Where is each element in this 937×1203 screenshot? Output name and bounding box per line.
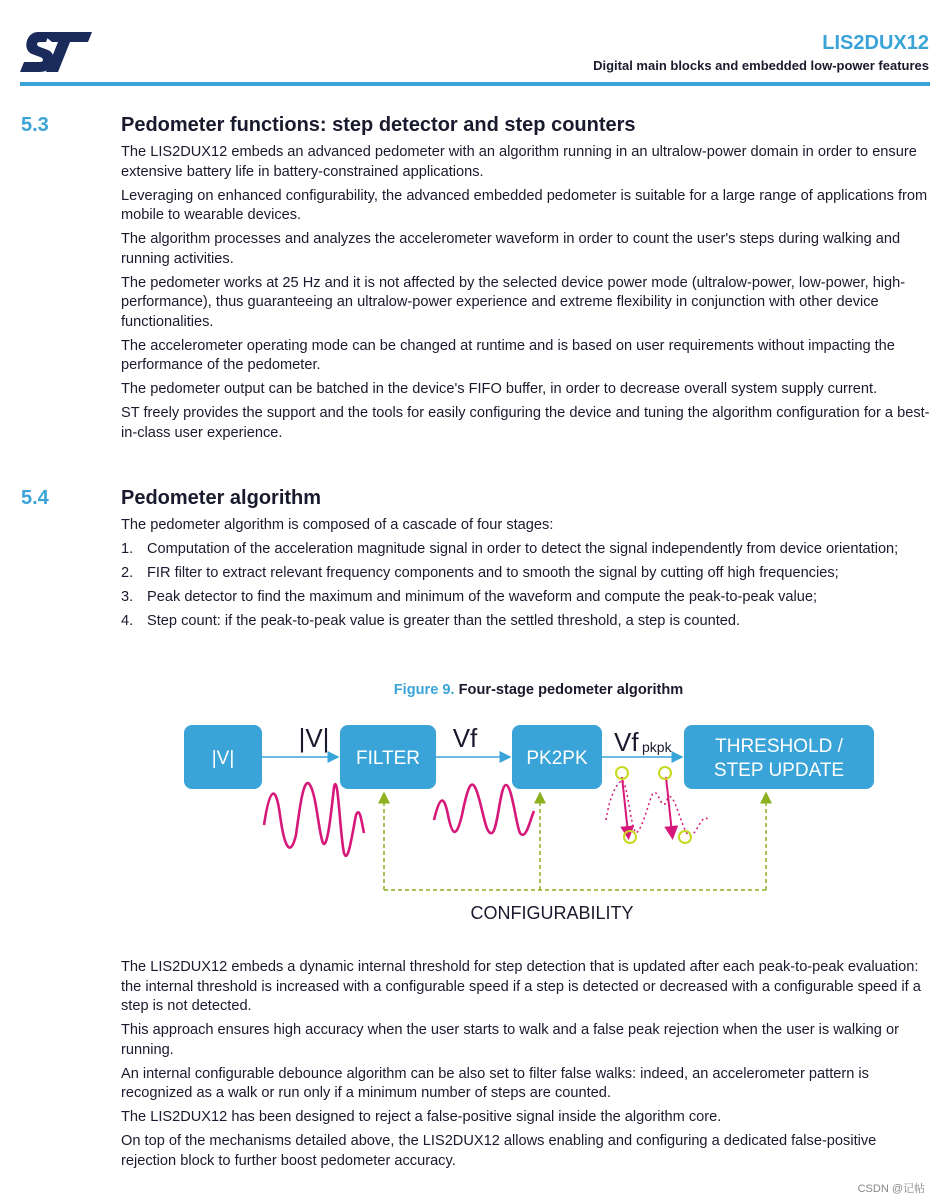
pedometer-diagram: [180, 715, 880, 930]
paragraph: On top of the mechanisms detailed above, the LIS2DUX12 allows enabling and configuring a dedicated false-positive rejection block to further boost pedometer accuracy.: [121, 1133, 877, 1169]
list-item: [121, 588, 931, 608]
block-filter: [340, 725, 436, 789]
figure-caption: [0, 682, 937, 698]
block-v-label: |V|: [211, 748, 235, 769]
product-name: LIS2DUX12: [822, 32, 929, 54]
list-item-number: 4.: [121, 613, 134, 629]
section-5-4-intro: [121, 516, 931, 540]
paragraph: An internal configurable debounce algorithm can be also set to filter false walks: indeed, an accelerometer pattern is recognized as a walk or run only if a minimum number of steps are counted.: [121, 1065, 869, 1101]
section-number-5-4: 5.4: [21, 487, 49, 509]
signal-label-v: |V|: [298, 723, 330, 753]
signal-label-vf: Vf: [452, 723, 478, 753]
peak-marker: [659, 767, 671, 779]
signal-label-vfpkpk-sub: pkpk: [642, 739, 672, 755]
valley-marker: [679, 831, 691, 843]
signal-label-vfpkpk: Vf: [614, 727, 639, 757]
paragraph: The LIS2DUX12 has been designed to reject a false-positive signal inside the algorithm core.: [121, 1109, 722, 1125]
waveform-filtered: [434, 785, 534, 835]
paragraph: The LIS2DUX12 embeds a dynamic internal threshold for step detection that is updated after each peak-to-peak evaluation: the internal threshold is increased with a configurable speed if a step is detected or decreased with a configurable speed if a step is not detected.: [121, 959, 921, 1014]
paragraph: The LIS2DUX12 embeds an advanced pedometer with an algorithm running in an ultralow-power domain in order to ensure extensive battery life in battery-constrained applications.: [121, 144, 917, 180]
paragraph: The pedometer works at 25 Hz and it is not affected by the selected device power mode (ultralow-power, low-power, high-performance), thus guaranteeing an ultralow-power experience and extreme flexibility in conjunction with other device functionalities.: [121, 274, 906, 330]
paragraph: Leveraging on enhanced configurability, the advanced embedded pedometer is suitable for a large range of applications from mobile to wearable devices.: [121, 187, 928, 223]
list-item-text: Computation of the acceleration magnitude signal in order to detect the signal independently from device orientation;: [147, 541, 899, 557]
configurability-label: CONFIGURABILITY: [470, 903, 634, 923]
list-item: [121, 540, 931, 560]
section-5-3-body: [121, 143, 931, 448]
list-item-text: Step count: if the peak-to-peak value is greater than the settled threshold, a step is counted.: [147, 613, 741, 629]
paragraph: This approach ensures high accuracy when the user starts to walk and a false peak rejection when the user is walking or running.: [121, 1022, 899, 1058]
figure-title: Four-stage pedometer algorithm: [458, 682, 684, 698]
block-pk2pk: [512, 725, 602, 789]
section-number-5-3: 5.3: [21, 114, 49, 136]
list-item-number: 1.: [121, 541, 134, 557]
list-item-text: FIR filter to extract relevant frequency components and to smooth the signal by cutting off high frequencies;: [147, 565, 839, 581]
section-title-5-4: Pedometer algorithm: [121, 487, 322, 509]
list-item: [121, 612, 931, 632]
paragraph: The algorithm processes and analyzes the accelerometer waveform in order to count the user's steps during walking and running activities.: [121, 231, 901, 267]
closing-body: [121, 958, 931, 1176]
figure-label: Figure 9.: [393, 682, 455, 698]
list-item-number: 2.: [121, 565, 134, 581]
header-subtitle: Digital main blocks and embedded low-power features: [593, 58, 929, 73]
block-threshold-label-1: THRESHOLD /: [715, 736, 843, 757]
block-pk2pk-label: PK2PK: [526, 748, 588, 769]
section-title-5-3: Pedometer functions: step detector and step counters: [121, 114, 636, 136]
paragraph: The accelerometer operating mode can be changed at runtime and is based on user requirements without impacting the performance of the pedometer.: [121, 337, 895, 373]
list-item-number: 3.: [121, 589, 134, 605]
block-filter-label: FILTER: [355, 748, 421, 769]
header-rule: [20, 82, 930, 86]
block-threshold: [684, 725, 874, 789]
block-threshold-label-2: STEP UPDATE: [713, 760, 845, 781]
paragraph: The pedometer algorithm is composed of a cascade of four stages:: [121, 517, 554, 533]
watermark: CSDN @记帖: [857, 1183, 925, 1195]
waveform-raw: [264, 783, 364, 856]
list-item-text: Peak detector to find the maximum and minimum of the waveform and compute the peak-to-peak value;: [147, 589, 818, 605]
valley-marker: [624, 831, 636, 843]
block-v: [184, 725, 262, 789]
paragraph: The pedometer output can be batched in the device's FIFO buffer, in order to decrease overall system supply current.: [121, 381, 878, 397]
paragraph: ST freely provides the support and the tools for easily configuring the device and tuning the algorithm configuration for a best-in-class user experience.: [121, 405, 930, 441]
algorithm-stage-list: [121, 540, 931, 636]
list-item: [121, 564, 931, 584]
peak-arrow: [666, 777, 672, 833]
st-logo: [18, 30, 94, 74]
